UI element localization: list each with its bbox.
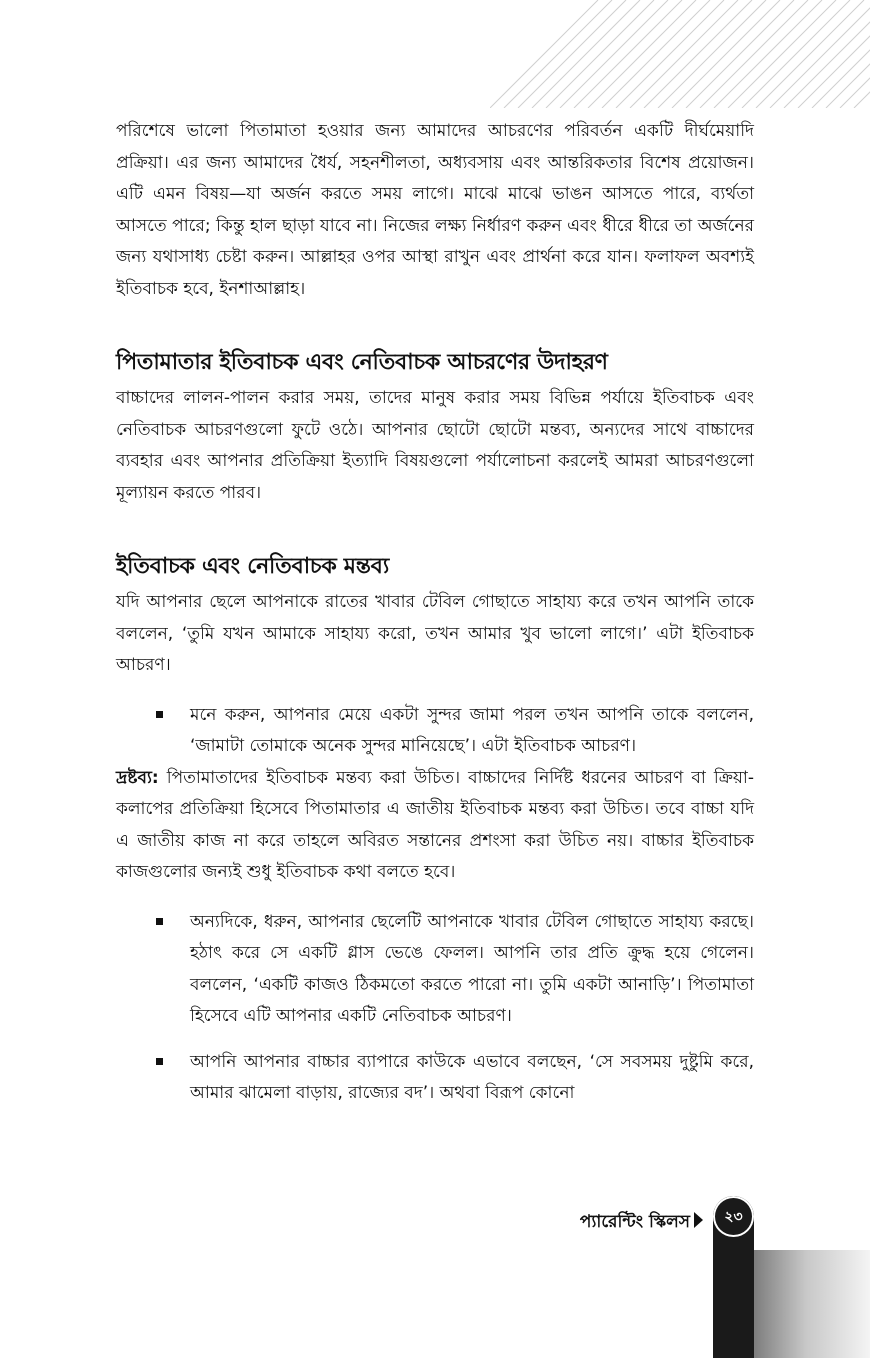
bullet-list [116, 907, 754, 1033]
section-heading-comments: ইতিবাচক এবং নেতিবাচক মন্তব্য [116, 554, 389, 579]
corner-hatch-pattern [490, 0, 870, 108]
note-label: দ্রষ্টব্য: [116, 767, 159, 788]
examples-paragraph: বাচ্চাদের লালন-পালন করার সময়, তাদের মানুষ করার সময় বিভিন্ন পর্যায়ে ইতিবাচক এবং নেতিবাচক আচরণগুলো ফুটে ওঠে। আপনার ছোটো ছোটো মন্তব্য, অন্যদের সাথে বাচ্চাদের ব্যবহার এবং আপনার প্রতিক্রিয়া ইত্যাদি বিষয়গুলো পর্যালোচনা করলেই আমরা আচরণগুলো মূল্যায়ন করতে পারব। [116, 388, 754, 503]
intro-paragraph: পরিশেষে ভালো পিতামাতা হওয়ার জন্য আমাদের আচরণের পরিবর্তন একটি দীর্ঘমেয়াদি প্রক্রিয়া। এর জন্য আমাদের ধৈর্য, সহনশীলতা, অধ্যবসায় এবং আন্তরিকতার বিশেষ প্রয়োজন। এটি এমন বিষয়—যা অর্জন করতে সময় লাগে। মাঝে মাঝে ভাঙন আসতে পারে, ব্যর্থতা আসতে পারে; কিন্তু হাল ছাড়া যাবে না। নিজের লক্ষ্য নির্ধারণ করুন এবং ধীরে ধীরে তা অর্জনের জন্য যথাসাধ্য চেষ্টা করুন। আল্লাহর ওপর আস্থা রাখুন এবং প্রার্থনা করে যান। ফলাফল অবশ্যই ইতিবাচক হবে, ইনশাআল্লাহ। [116, 121, 754, 299]
running-footer-title: প্যারেন্টিং স্কিলস [579, 1212, 690, 1232]
comments-paragraph: যদি আপনার ছেলে আপনাকে রাতের খাবার টেবিল গোছাতে সাহায্য করে তখন আপনি তাকে বললেন, ‘তুমি যখন আমাকে সাহায্য করো, তখন আমার খুব ভালো লাগে।’ এটা ইতিবাচক আচরণ। [116, 592, 754, 675]
page-edge-shadow [754, 1250, 870, 1358]
page-number: ২৩ [713, 1196, 754, 1237]
triangle-right-icon [694, 1212, 703, 1228]
section-heading-examples: পিতামাতার ইতিবাচক এবং নেতিবাচক আচরণের উদাহরণ [116, 350, 608, 375]
square-bullet-icon [156, 1058, 163, 1065]
list-item-text: অন্যদিকে, ধরুন, আপনার ছেলেটি আপনাকে খাবার টেবিল গোছাতে সাহায্য করছে। হঠাৎ করে সে একটি গ্লাস ভেঙে ফেলল। আপনি তার প্রতি ক্রুদ্ধ হয়ে গেলেন। বললেন, ‘একটি কাজও ঠিকমতো করতে পারো না। তুমি একটা আনাড়ি’। পিতামাতা হিসেবে এটি আপনার একটি নেতিবাচক আচরণ। [190, 911, 754, 1026]
page-content [116, 116, 754, 1110]
square-bullet-icon [156, 918, 163, 925]
note-paragraph [116, 763, 754, 889]
note-text: পিতামাতাদের ইতিবাচক মন্তব্য করা উচিত। বাচ্চাদের নির্দিষ্ট ধরনের আচরণ বা ক্রিয়া-কলাপের প্রতিক্রিয়া হিসেবে পিতামাতার এ জাতীয় ইতিবাচক মন্তব্য করা উচিত। তবে বাচ্চা যদি এ জাতীয় কাজ না করে তাহলে অবিরত সন্তানের প্রশংসা করা উচিত নয়। বাচ্চার ইতিবাচক কাজগুলোর জন্যই শুধু ইতিবাচক কথা বলতে হবে। [116, 767, 754, 882]
list-item-text: আপনি আপনার বাচ্চার ব্যাপারে কাউকে এভাবে বলছেন, ‘সে সবসময় দুষ্টুমি করে, আমার ঝামেলা বাড়ায়, রাজ্যের বদ’। অথবা বিরূপ কোনো [190, 1051, 754, 1103]
list-item [116, 700, 754, 763]
bullet-list [116, 700, 754, 763]
list-item [116, 1047, 754, 1110]
list-item [116, 907, 754, 1033]
bullet-list [116, 1047, 754, 1110]
square-bullet-icon [156, 711, 163, 718]
list-item-text: মনে করুন, আপনার মেয়ে একটা সুন্দর জামা পরল তখন আপনি তাকে বললেন, ‘জামাটা তোমাকে অনেক সুন্দর মানিয়েছে’। এটা ইতিবাচক আচরণ। [190, 704, 754, 756]
